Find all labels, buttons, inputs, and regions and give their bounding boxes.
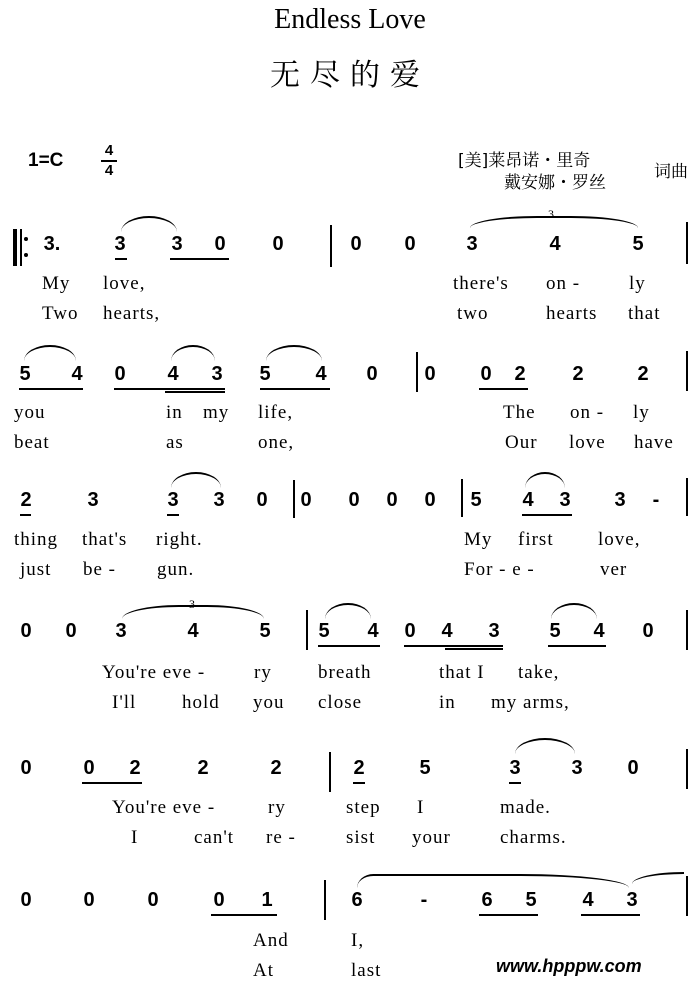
note: 4 [167,363,179,385]
time-signature-top: 4 [104,142,114,159]
lyric: For - e - [464,559,535,580]
lyric: hold [182,692,220,713]
note: 3 [614,489,626,511]
note: 6 [481,889,493,911]
time-signature [101,143,117,179]
note: 5 [259,620,271,642]
underline [509,782,521,784]
tie-slur [551,603,597,619]
note: - [420,889,428,911]
note: 5 [470,489,482,511]
tie-slur [171,345,215,361]
note: 3 [115,620,127,642]
note: 3 [626,889,638,911]
note: 4 [315,363,327,385]
lyric: right. [156,529,203,550]
tie-slur [121,216,177,232]
lyric: You're eve - [112,797,216,818]
note: 5 [549,620,561,642]
lyric: first [518,529,554,550]
lyric: that [628,303,661,324]
triplet-bracket [470,216,638,228]
time-signature-bottom: 4 [104,161,114,179]
underline [19,388,83,390]
barline [329,752,331,792]
tie-slur [171,472,221,488]
lyric: can't [194,827,235,848]
barline [416,352,418,392]
note: 1 [261,889,273,911]
note: 0 [214,233,226,255]
song-title-english: Endless Love [274,4,426,35]
underline [581,914,640,916]
note: 5 [419,757,431,779]
key-signature: 1=C [28,150,64,171]
lyric: take, [518,662,560,683]
tie-slur [325,603,371,619]
note: 0 [404,620,416,642]
lyric: you [14,402,46,423]
note: 0 [114,363,126,385]
note: 0 [642,620,654,642]
lyric: My [42,273,71,294]
note: 0 [20,620,32,642]
lyric: close [318,692,363,713]
underline [318,645,380,647]
note: 0 [272,233,284,255]
note: 3 [167,489,179,511]
lyric: be - [83,559,117,580]
underline [167,514,179,516]
lyric: love, [103,273,146,294]
note: 3 [87,489,99,511]
barline [330,225,332,267]
lyric: thing [14,529,59,550]
note: 3 [211,363,223,385]
note: 0 [386,489,398,511]
note: 0 [83,757,95,779]
lyric: love, [598,529,641,550]
underline [82,782,142,784]
repeat-start-thin-bar [20,229,22,266]
underline [353,782,365,784]
lyric: At [253,960,274,981]
lyric: you [253,692,285,713]
lyric: step [346,797,381,818]
note: 0 [20,757,32,779]
underline [114,388,225,390]
underline [479,914,538,916]
note: 4 [593,620,605,642]
lyric: in [166,402,183,423]
lyric: hearts [546,303,598,324]
note: 0 [300,489,312,511]
barline [686,749,688,789]
lyric: I, [351,930,365,951]
underline [260,388,330,390]
barline [686,478,688,516]
note: 2 [514,363,526,385]
lyric: The [503,402,536,423]
barline [686,222,688,264]
lyric: made. [500,797,551,818]
lyric: in [439,692,456,713]
note: 4 [522,489,534,511]
note: 3 [171,233,183,255]
tie-slur [24,345,76,361]
lyric: that's [82,529,128,550]
song-title-chinese: 无尽的爱 [270,58,430,93]
lyric: beat [14,432,50,453]
underline-double [165,391,225,393]
lyric: your [412,827,451,848]
note: 5 [525,889,537,911]
note: 3 [114,233,126,255]
note: 0 [424,363,436,385]
barline [686,610,688,650]
note: 0 [627,757,639,779]
note: 4 [549,233,561,255]
lyric: sist [346,827,376,848]
note: 0 [65,620,77,642]
tie-slur [515,738,575,754]
tie-slur [266,345,322,361]
lyric: re - [266,827,296,848]
lyric: hearts, [103,303,161,324]
credit-line-2: 戴安娜・罗丝 [504,173,606,193]
note: 0 [480,363,492,385]
note: 4 [367,620,379,642]
note: 0 [348,489,360,511]
triplet-number: 3 [189,597,195,611]
note: 2 [637,363,649,385]
lyric: ver [600,559,628,580]
barline [324,880,326,920]
lyric: I'll [112,692,137,713]
note: 2 [572,363,584,385]
note: 5 [318,620,330,642]
lyric: that I [439,662,485,683]
lyric: Two [42,303,79,324]
lyric: I [131,827,139,848]
lyric: And [253,930,289,951]
lyric: my [203,402,230,423]
lyric: my arms, [491,692,570,713]
note: 2 [270,757,282,779]
note: 0 [424,489,436,511]
lyric: I [417,797,425,818]
lyric: just [20,559,52,580]
barline [686,876,688,916]
watermark: www.hpppw.com [496,956,642,976]
note: 2 [20,489,32,511]
note: 2 [129,757,141,779]
lyric: as [166,432,184,453]
note: 4 [441,620,453,642]
underline [479,388,528,390]
lyric: charms. [500,827,567,848]
note: 6 [351,889,363,911]
lyric: there's [453,273,509,294]
note: 3 [509,757,521,779]
underline [548,645,606,647]
lyric: You're eve - [102,662,206,683]
note: - [652,489,660,511]
lyric: on - [546,273,581,294]
lyric: breath [318,662,372,683]
note: 4 [582,889,594,911]
underline-double [445,648,503,650]
note: 0 [366,363,378,385]
note: 5 [259,363,271,385]
note: 0 [404,233,416,255]
lyric: My [464,529,493,550]
note: 0 [256,489,268,511]
lyric: ry [254,662,272,683]
lyric: Our [505,432,538,453]
triplet-number: 3 [548,207,554,221]
note: 4 [187,620,199,642]
note: 5 [19,363,31,385]
repeat-start-thick-bar [13,229,17,266]
note: 0 [83,889,95,911]
credit-role: 词曲 [654,162,688,182]
note: 3. [43,233,61,255]
barline [293,480,295,518]
lyric: love [569,432,606,453]
slur [357,874,629,888]
underline [211,914,277,916]
barline [461,479,463,517]
lyric: on - [570,402,605,423]
credit-line-1: [美]莱昂诺・里奇 [458,151,591,171]
underline [20,514,31,516]
note: 3 [559,489,571,511]
underline [522,514,572,516]
underline [404,645,503,647]
note: 5 [632,233,644,255]
lyric: ly [633,402,650,423]
slur-continuation [632,872,684,884]
lyric: ly [629,273,646,294]
note: 4 [71,363,83,385]
note: 0 [147,889,159,911]
note: 3 [571,757,583,779]
note: 0 [350,233,362,255]
lyric: life, [258,402,294,423]
note: 2 [197,757,209,779]
note: 0 [20,889,32,911]
barline [686,351,688,391]
lyric: have [634,432,674,453]
underline [115,258,127,260]
lyric: ry [268,797,286,818]
repeat-dot [24,253,28,257]
lyric: gun. [157,559,195,580]
note: 3 [488,620,500,642]
lyric: last [351,960,382,981]
barline [306,610,308,650]
repeat-dot [24,237,28,241]
lyric: one, [258,432,295,453]
note: 3 [466,233,478,255]
underline [170,258,229,260]
note: 3 [213,489,225,511]
tie-slur [525,472,565,488]
lyric: two [457,303,489,324]
note: 0 [213,889,225,911]
note: 2 [353,757,365,779]
